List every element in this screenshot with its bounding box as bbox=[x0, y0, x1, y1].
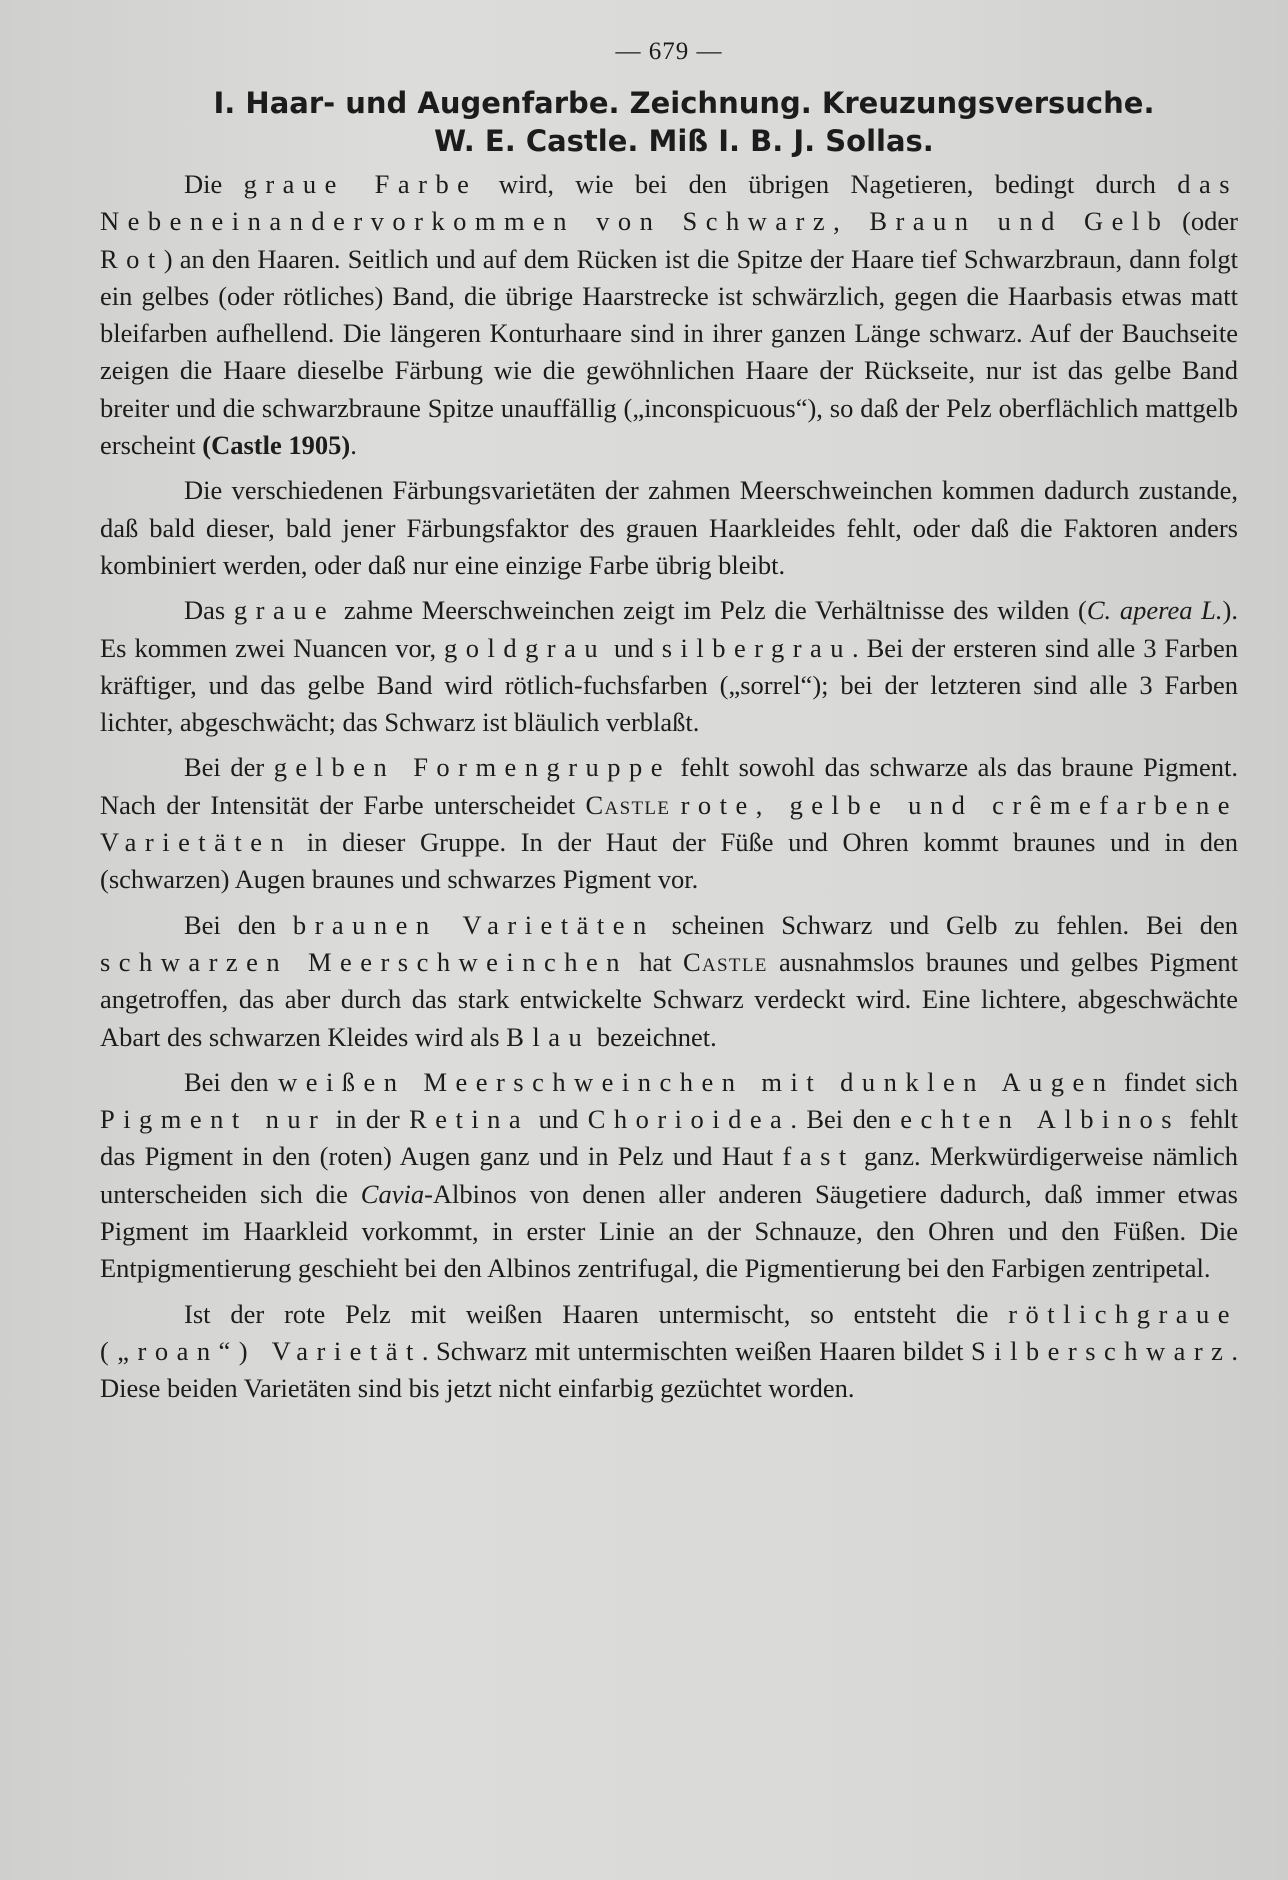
species-name: C. aperea L. bbox=[1086, 595, 1223, 626]
paragraph-2: Die verschiedenen Färbungsvarietäten der zahmen Meerschweinchen kommen dadurch zustande, daß bald dieser, bald jener Färbungsfaktor des grauen Haarkleides fehlt, oder daß die Faktoren anders kombiniert werden, oder daß nur eine einzige Farbe übrig bleibt. bbox=[100, 475, 1238, 580]
spaced-term: rote, gelbe und crêmefarbene Varietäten bbox=[100, 789, 1239, 858]
text: Bei den bbox=[184, 1066, 279, 1097]
text: und bbox=[606, 632, 662, 663]
text: ganz. Merkwürdigerweise nämlich unterscheiden sich die bbox=[100, 1141, 1238, 1209]
text: in dieser Gruppe. In der Haut der Füße und Ohren kommt braunes und in den (schwarzen) Augen braunes und schwarzes Pigment vor. bbox=[100, 827, 1238, 895]
text: . Bei der ersteren sind alle 3 Farben kräftiger, und das gelbe Band wird rötlich-fuchsfarben („sorrel“); bei der letzteren sind alle 3 Farben lichter, abgeschwächt; das Schwarz ist bläulich verblaßt. bbox=[100, 632, 1239, 738]
text: in der bbox=[326, 1104, 410, 1135]
spaced-term: fast bbox=[782, 1141, 855, 1172]
text: und bbox=[529, 1104, 588, 1135]
text: Bei der bbox=[184, 752, 274, 783]
spaced-term: Blau bbox=[506, 1021, 591, 1052]
author-name: Castle bbox=[585, 789, 671, 820]
spaced-term: Retina bbox=[409, 1104, 530, 1135]
genus-name: Cavia bbox=[360, 1178, 425, 1209]
paragraph-1 bbox=[100, 166, 1238, 464]
text: ) an den Haaren. Seitlich und auf dem Rücken ist die Spitze der Haare tief Schwarzbraun, dann folgt ein gelbes (oder rötliches) Band, die übrige Haarstrecke ist schwärzlich, gegen die Haarbasis etwas matt bleifarben aufhellend. Die längeren Konturhaare sind in ihrer ganzen Länge schwarz. Auf der Bauchseite zeigen die Haare dieselbe Färbung wie die gewöhnlichen Haare der Rückseite, nur ist das gelbe Band breiter und die schwarzbraune Spitze unauffällig („inconspicuous“), so daß der Pelz oberflächlich mattgelb erscheint bbox=[100, 243, 1238, 461]
text: ). Es kommen zwei Nuancen vor, bbox=[100, 595, 1238, 663]
text: ausnahmslos braunes und gelbes Pigment angetroffen, das aber durch das stark entwickelte Schwarz verdeckt wird. Eine lichtere, abgeschwächte Abart des schwarzen Kleides wird als bbox=[100, 946, 1239, 1052]
author-name: Castle bbox=[682, 946, 768, 977]
text: fehlt das Pigment in den (roten) Augen ganz und in Pelz und Haut bbox=[100, 1104, 1239, 1172]
spaced-term: goldgrau bbox=[444, 632, 607, 663]
text: Ist der rote Pelz mit weißen Haaren untermischt, so entsteht die bbox=[184, 1298, 1009, 1329]
text: . Diese beiden Varietäten sind bis jetzt nicht einfarbig gezüchtet worden. bbox=[100, 1335, 1238, 1404]
spaced-term: Pigment nur bbox=[100, 1104, 327, 1135]
spaced-term: echten Albinos bbox=[900, 1104, 1181, 1135]
paragraph-7 bbox=[100, 1296, 1238, 1408]
section-heading bbox=[100, 84, 1238, 160]
text: Bei den bbox=[184, 909, 293, 940]
citation: (Castle 1905) bbox=[202, 430, 351, 461]
text: . Bei den bbox=[790, 1104, 901, 1135]
text: (oder bbox=[1169, 206, 1238, 237]
text bbox=[670, 790, 680, 820]
text: . bbox=[350, 430, 357, 461]
spaced-term: braunen Varietäten bbox=[292, 909, 655, 940]
spaced-term: graue bbox=[233, 595, 336, 626]
text: Die bbox=[184, 169, 244, 199]
text: . Schwarz mit untermischten weißen Haaren bildet bbox=[421, 1335, 972, 1366]
text: -Albinos von denen aller anderen Säugetiere dadurch, daß immer etwas Pigment im Haarkleid vorkommt, in erster Linie an der Schnauze, den Ohren und den Füßen. Die Entpigmentierung geschieht bei den Albinos zentrifugal, die Pigmentierung bei den Farbigen zentripetal. bbox=[100, 1178, 1238, 1284]
paragraph-4 bbox=[100, 749, 1238, 898]
paragraph-5 bbox=[100, 907, 1238, 1056]
paragraph-6 bbox=[100, 1064, 1238, 1288]
spaced-term: Chorioidea bbox=[587, 1104, 791, 1135]
spaced-term: silbergrau bbox=[661, 632, 853, 663]
spaced-term: Silberschwarz bbox=[971, 1335, 1232, 1366]
text: bezeichnet. bbox=[590, 1021, 717, 1052]
text: zahme Meerschweinchen zeigt im Pelz die Verhältnisse des wilden ( bbox=[335, 595, 1087, 626]
text: scheinen Schwarz und Gelb zu fehlen. Bei den bbox=[654, 909, 1239, 940]
spaced-term: schwarzen Meerschweinchen bbox=[100, 946, 628, 977]
spaced-term: rötlichgraue („roan“) Varietät bbox=[100, 1298, 1238, 1366]
paragraph-3 bbox=[100, 592, 1238, 741]
spaced-term: weißen Meerschweinchen mit dunklen Augen bbox=[278, 1066, 1115, 1097]
spaced-term: gelben Formengruppe bbox=[273, 752, 671, 783]
text: wird, wie bei den übrigen Nagetieren, bedingt durch bbox=[477, 169, 1178, 199]
heading-line-1: I. Haar- und Augenfarbe. Zeichnung. Kreuzungsversuche. bbox=[213, 86, 1155, 120]
spaced-term: das Nebeneinandervorkommen von Schwarz, Braun und Gelb bbox=[100, 169, 1238, 237]
spaced-term: graue Farbe bbox=[243, 169, 478, 199]
spaced-term: Rot bbox=[100, 243, 164, 274]
text: findet sich bbox=[1114, 1066, 1239, 1097]
text: fehlt sowohl das schwarze als das braune Pigment. Nach der Intensität der Farbe unterscheidet bbox=[100, 752, 1239, 820]
text: Das bbox=[184, 595, 234, 626]
page-number: — 679 — bbox=[615, 38, 723, 65]
heading-line-2: W. E. Castle. Miß I. B. J. Sollas. bbox=[434, 124, 934, 158]
text: hat bbox=[627, 946, 683, 977]
